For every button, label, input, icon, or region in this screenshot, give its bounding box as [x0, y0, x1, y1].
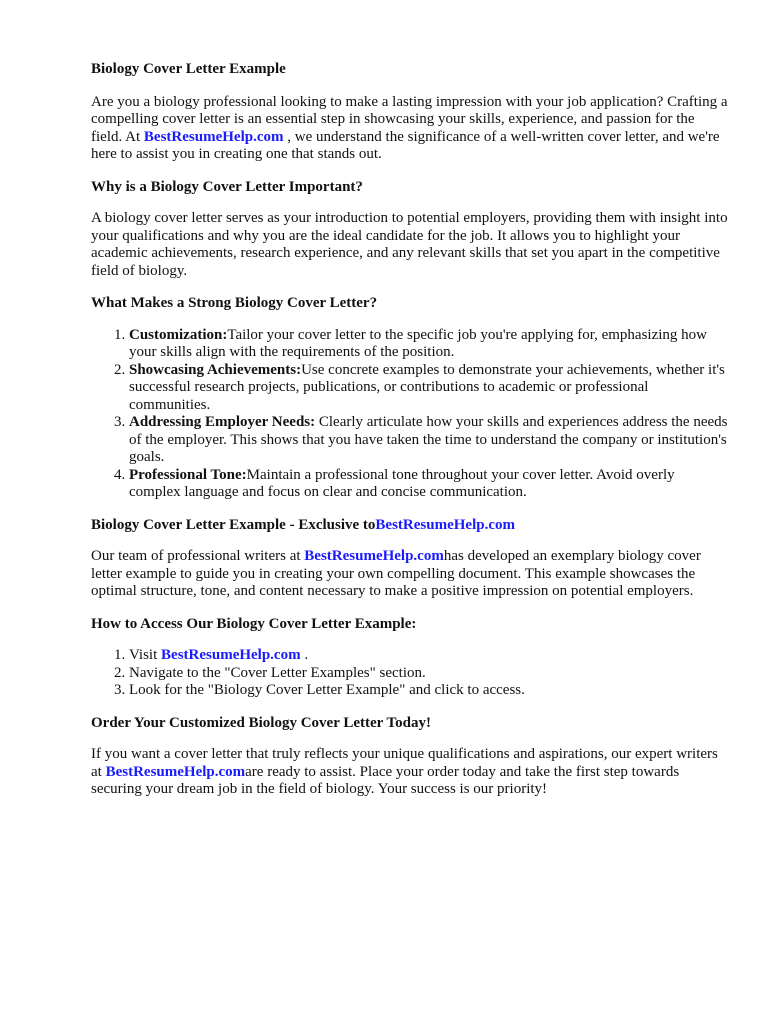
intro-text-start: Are you a biology professional looking to make a lasting impression with your job application? Crafting a compelling cover letter is an essential step in showcasing your skills, experience, and passion for the field. At	[91, 93, 728, 145]
strong-list	[91, 327, 728, 502]
list-item	[129, 414, 728, 467]
order-text-start: If you want a cover letter that truly reflects your unique qualifications and aspirations, our expert writers at	[91, 746, 718, 780]
why-paragraph: A biology cover letter serves as your introduction to potential employers, providing them with insight into your qualifications and why you are the ideal candidate for the job. It allows you to highlight your academic achievements, research experience, and any relevant skills that set you apart in the competitive field of biology.	[91, 210, 728, 279]
list-item-text: Clearly articulate how your skills and experiences address the needs of the employer. This shows that you have taken the time to understand the company or institution's goals.	[129, 414, 728, 465]
step-text-end: .	[300, 647, 309, 663]
why-heading: Why is a Biology Cover Letter Important?	[91, 178, 363, 195]
list-item	[129, 362, 728, 415]
intro-text-end: , we understand the significance of a well-written cover letter, and we're here to assist you in creating one that stands out.	[91, 128, 720, 162]
exclusive-link[interactable]: BestResumeHelp.com	[304, 548, 444, 564]
list-item-term: Professional Tone:	[129, 466, 247, 483]
order-link[interactable]: BestResumeHelp.com	[105, 763, 246, 780]
exclusive-heading	[91, 517, 728, 535]
step-link[interactable]: BestResumeHelp.com	[161, 647, 301, 663]
order-paragraph	[91, 746, 728, 799]
exclusive-paragraph	[91, 548, 728, 601]
list-item: 2. Navigate to the "Cover Letter Examples" section.	[129, 665, 728, 683]
exclusive-text-start: Our team of professional writers at	[91, 548, 305, 564]
order-text-end: are ready to assist. Place your order today and take the first step towards securing your dream job in the field of biology. Your success is our priority!	[91, 763, 680, 797]
strong-heading: What Makes a Strong Biology Cover Letter?	[91, 295, 378, 311]
list-item-term: Addressing Employer Needs:	[129, 414, 316, 430]
exclusive-text-end: has developed an exemplary biology cover letter example to guide you in creating your own compelling document. This example showcases the optimal structure, tone, and content necessary to make a positive impression on potential employers.	[91, 548, 701, 599]
list-item: 3. Look for the "Biology Cover Letter Example" and click to access.	[129, 682, 728, 700]
list-item-term: Showcasing Achievements:	[129, 361, 302, 378]
list-item-text: Use concrete examples to demonstrate your achievements, whether it's successful research projects, publications, or contributions to academic or professional communities.	[129, 361, 725, 413]
intro-paragraph	[91, 94, 728, 164]
exclusive-heading-text: Biology Cover Letter Example - Exclusive to	[91, 516, 376, 533]
access-steps-list	[91, 647, 728, 700]
document-title: Biology Cover Letter Example	[91, 61, 286, 77]
access-heading: How to Access Our Biology Cover Letter Example:	[91, 615, 417, 632]
list-item-term: Customization:	[129, 326, 228, 343]
list-item	[129, 467, 728, 502]
list-item-text: Maintain a professional tone throughout your cover letter. Avoid overly complex language and focus on clear and concise communication.	[129, 466, 675, 500]
list-item-text: Tailor your cover letter to the specific job you're applying for, emphasizing how your skills align with the requirements of the position.	[129, 326, 707, 360]
order-heading: Order Your Customized Biology Cover Letter Today!	[91, 714, 431, 731]
list-item	[129, 647, 728, 665]
intro-link[interactable]: BestResumeHelp.com	[143, 128, 284, 145]
step-text-start: Visit	[129, 647, 162, 663]
exclusive-heading-link[interactable]: BestResumeHelp.com	[375, 516, 515, 533]
list-item	[129, 327, 728, 362]
